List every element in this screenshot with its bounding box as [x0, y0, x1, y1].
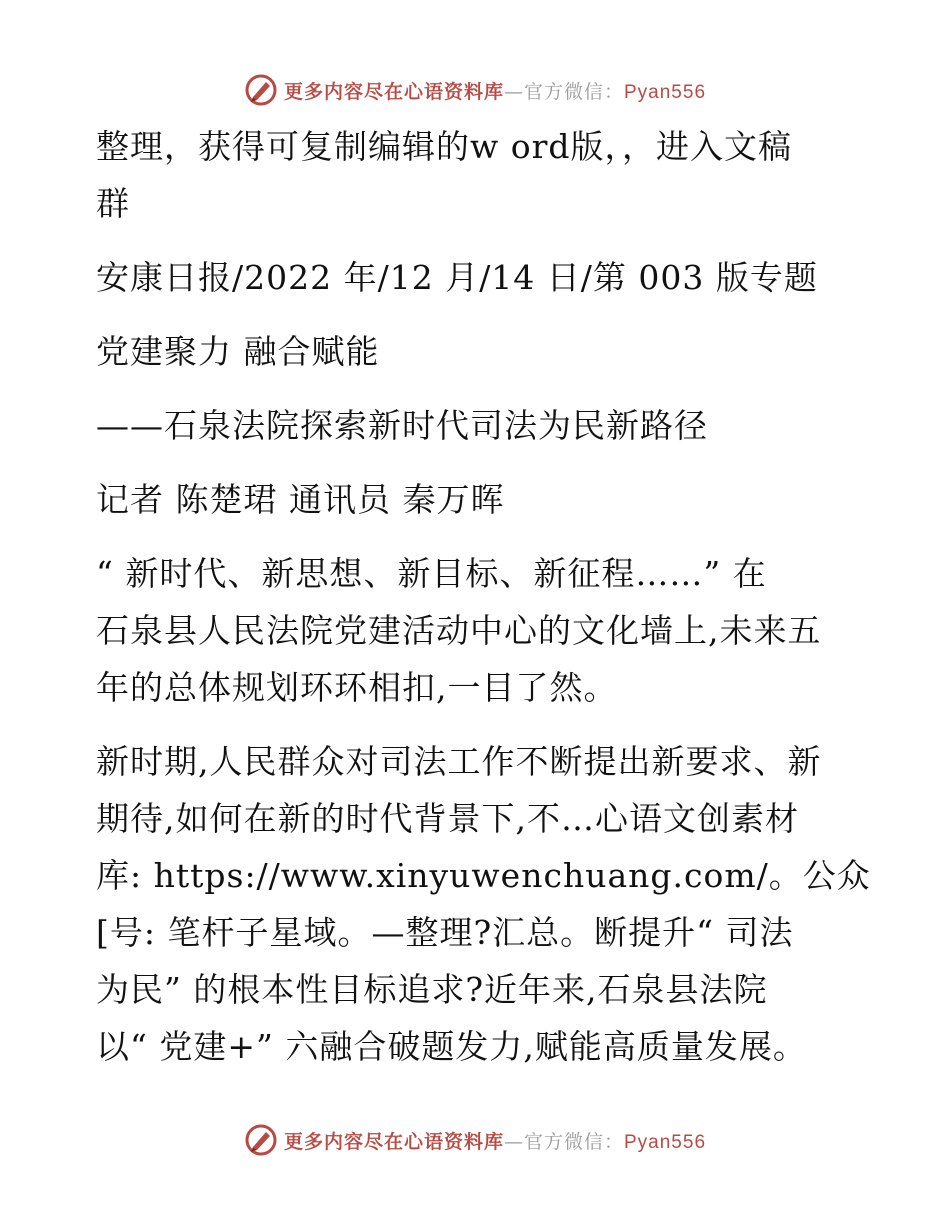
watermark-text: 更多内容尽在心语资料库—官方微信：Pyan556 — [283, 1130, 707, 1153]
paragraph-source — [96, 249, 856, 306]
article-body — [96, 118, 871, 1075]
text-line: 库: https://www.xinyuwenchuang.com/。公众 — [96, 856, 871, 895]
pen-logo-icon — [244, 73, 278, 107]
text-line: 期待,如何在新的时代背景下,不…心语文创素材 — [96, 799, 799, 838]
article-byline — [96, 471, 856, 528]
paragraph-body-2 — [96, 733, 871, 1075]
text-line: 为民” 的根本性目标追求?近年来,石泉县法院 — [96, 970, 768, 1009]
text-line: 石泉县人民法院党建活动中心的文化墙上,未来五 — [96, 611, 822, 650]
article-title — [96, 323, 856, 380]
text-line: 新时期,人民群众对司法工作不断提出新要求、新 — [96, 742, 822, 781]
watermark-text: 更多内容尽在心语资料库—官方微信：Pyan556 — [283, 80, 707, 103]
text-line: 年的总体规划环环相扣,一目了然。 — [96, 668, 618, 707]
text-line: 整理，获得可复制编辑的w ord版，，进入文稿 — [96, 127, 793, 166]
text-line: 安康日报/2022 年/12 月/14 日/第 003 版专题 — [96, 258, 818, 297]
article-subtitle — [96, 397, 856, 454]
text-line: 记者 陈楚珺 通讯员 秦万晖 — [96, 480, 505, 519]
text-line: 以“ 党建+” 六融合破题发力,赋能高质量发展。 — [96, 1027, 807, 1066]
text-line: ——石泉法院探索新时代司法为民新路径 — [96, 406, 708, 445]
footer-watermark-banner — [0, 1120, 950, 1160]
header-watermark-banner — [0, 70, 950, 110]
text-line: 群 — [96, 184, 130, 223]
text-line: [号: 笔杆子星域。—整理?汇总。断提升“ 司法 — [96, 913, 794, 952]
paragraph-intro — [96, 118, 856, 232]
paragraph-body-1 — [96, 545, 856, 716]
text-line: “ 新时代、新思想、新目标、新征程……” 在 — [96, 554, 767, 593]
text-line: 党建聚力 融合赋能 — [96, 332, 380, 371]
pen-logo-icon — [244, 1123, 278, 1157]
